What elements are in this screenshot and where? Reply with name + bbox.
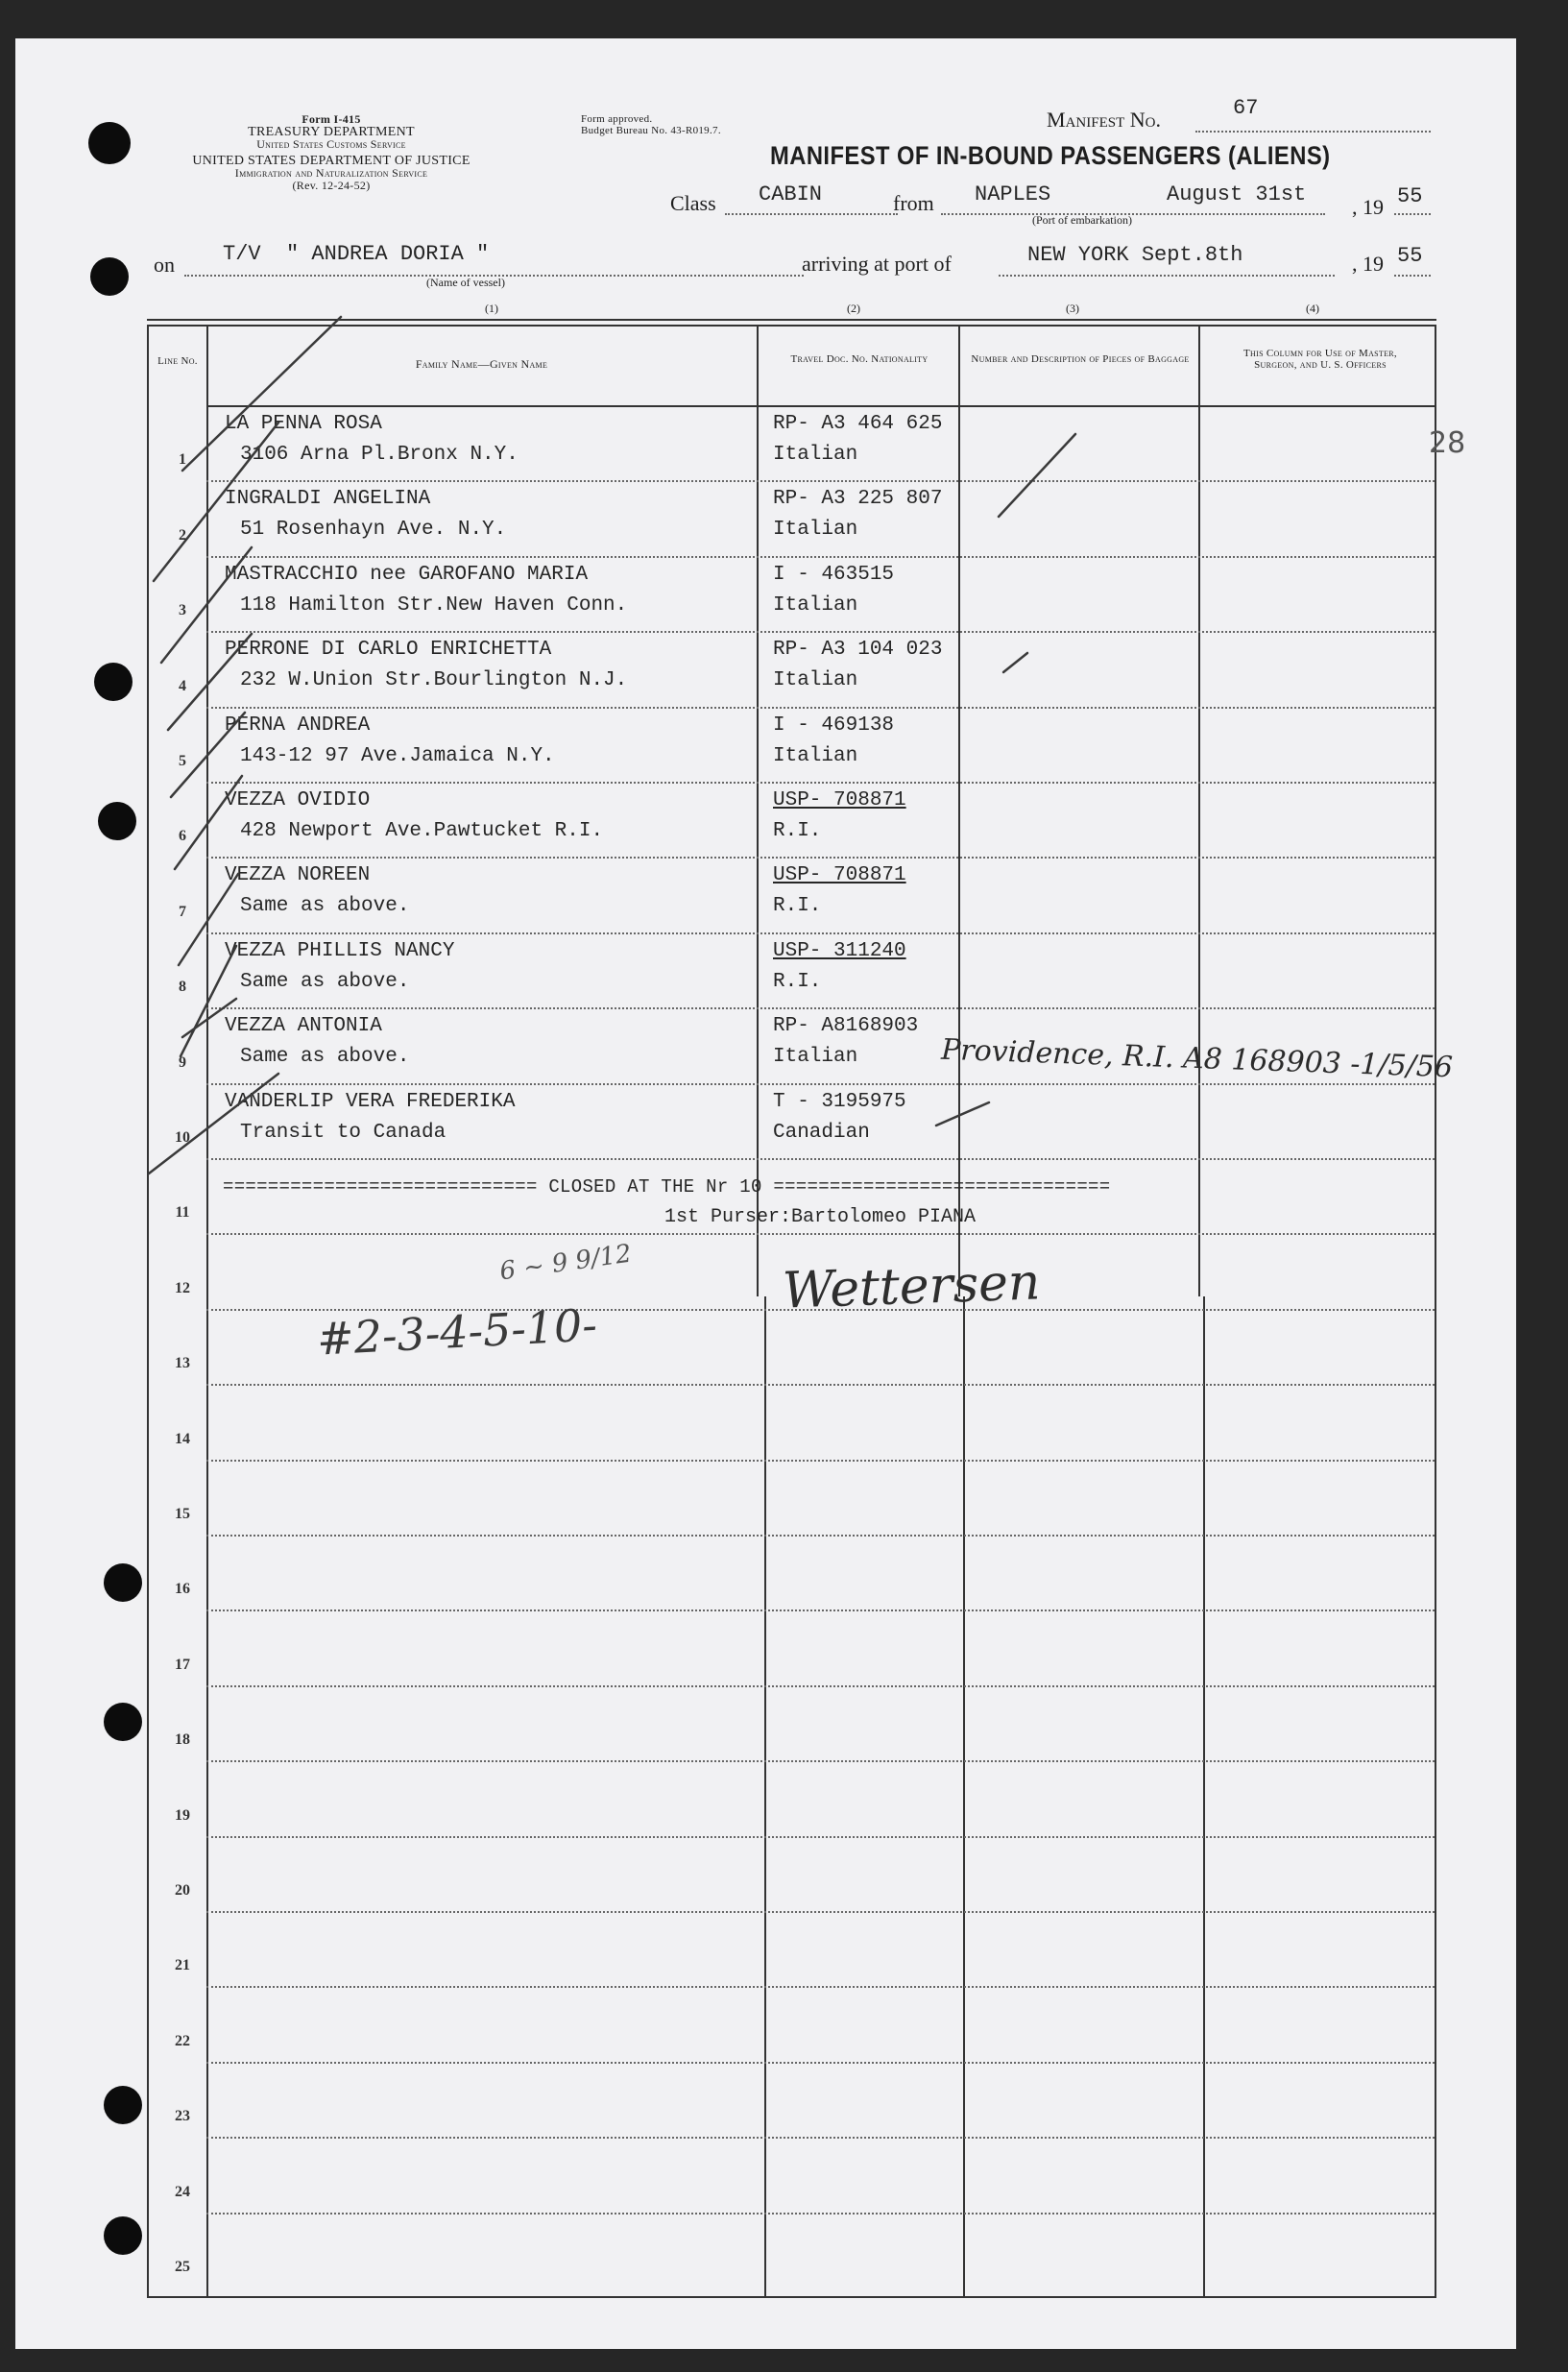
class-label: Class xyxy=(670,191,716,215)
colnum-1: (1) xyxy=(485,302,498,315)
travel-doc-number: I - 463515 xyxy=(773,564,895,586)
passenger-name: MASTRACCHIO nee GAROFANO MARIA xyxy=(225,564,589,586)
line-number: 18 xyxy=(175,1731,190,1748)
nationality: Italian xyxy=(773,444,858,466)
justice-dept: UNITED STATES DEPARTMENT OF JUSTICE xyxy=(192,154,470,168)
check-mark xyxy=(149,1074,278,1174)
check-mark xyxy=(182,999,236,1037)
budget-bureau: Budget Bureau No. 43-R019.7. xyxy=(581,125,721,136)
inspector-signature: Wettersen xyxy=(782,1253,1042,1320)
arriving-label: arriving at port of xyxy=(802,252,952,276)
year-value: 55 xyxy=(1397,184,1423,208)
check-mark xyxy=(182,317,341,471)
page-number-note: 28 xyxy=(1429,426,1466,460)
passenger-name: PERNA ANDREA xyxy=(225,714,371,737)
form-approved: Form approved. xyxy=(581,113,653,125)
check-mark xyxy=(161,547,252,663)
year-prefix: , 19 xyxy=(1352,195,1384,219)
check-mark xyxy=(154,423,278,581)
passenger-address: 428 Newport Ave.Pawtucket R.I. xyxy=(240,820,604,842)
closing-line: ============================ CLOSED AT THE Nr 10 ============================== xyxy=(223,1176,1111,1198)
line-number: 12 xyxy=(175,1280,190,1296)
travel-doc-number: RP- A8168903 xyxy=(773,1015,919,1037)
line-number: 17 xyxy=(175,1657,190,1673)
passenger-name: LA PENNA ROSA xyxy=(225,413,382,435)
colnum-4: (4) xyxy=(1306,302,1319,315)
line-number: 9 xyxy=(179,1054,186,1071)
arrival-port-date: NEW YORK Sept.8th xyxy=(1027,243,1243,267)
travel-doc-number: USP- 708871 xyxy=(773,864,906,886)
from-label: from xyxy=(893,191,934,215)
passenger-address: 232 W.Union Str.Bourlington N.J. xyxy=(240,669,628,691)
header-travel-doc: Travel Doc. No. Nationality xyxy=(790,353,929,365)
check-mark xyxy=(168,634,252,730)
passenger-name: PERRONE DI CARLO ENRICHETTA xyxy=(225,639,552,661)
line-number: 20 xyxy=(175,1882,190,1899)
passenger-address: Same as above. xyxy=(240,971,410,993)
nationality: Italian xyxy=(773,745,858,767)
passenger-address: 3106 Arna Pl.Bronx N.Y. xyxy=(240,444,519,466)
form-number: Form I-415 xyxy=(302,112,361,126)
nationality: R.I. xyxy=(773,895,822,917)
line-number: 6 xyxy=(179,828,186,844)
line-number: 1 xyxy=(179,451,186,468)
passenger-name: VEZZA OVIDIO xyxy=(225,789,371,811)
arrival-year-prefix: , 19 xyxy=(1352,252,1384,276)
line-number: 8 xyxy=(179,979,186,995)
line-number: 16 xyxy=(175,1581,190,1597)
check-mark xyxy=(181,946,236,1056)
check-mark xyxy=(175,776,242,869)
line-list-note: #2-3-4-5-10- xyxy=(315,1298,599,1366)
arrival-year: 55 xyxy=(1397,244,1423,268)
line-number: 19 xyxy=(175,1807,190,1824)
nationality: Italian xyxy=(773,594,858,617)
form-revision: (Rev. 12-24-52) xyxy=(292,179,371,192)
travel-doc-number: T - 3195975 xyxy=(773,1091,906,1113)
check-mark xyxy=(171,713,245,797)
nationality: Italian xyxy=(773,1046,858,1068)
purser-line: 1st Purser:Bartolomeo PIANA xyxy=(664,1206,977,1228)
line-number: 5 xyxy=(179,753,186,769)
page-title: MANIFEST OF IN-BOUND PASSENGERS (ALIENS) xyxy=(770,141,1331,170)
line-number: 3 xyxy=(179,602,186,618)
header-officers: This Column for Use of Master, Surgeon, and U. S. Officers xyxy=(1243,348,1397,371)
line-number: 7 xyxy=(179,904,186,920)
manifest-no-label: Manifest No. xyxy=(1047,108,1161,132)
passenger-address: 143-12 97 Ave.Jamaica N.Y. xyxy=(240,745,555,767)
passenger-name: VEZZA PHILLIS NANCY xyxy=(225,940,455,962)
treasury-dept: TREASURY DEPARTMENT xyxy=(248,125,415,139)
passenger-name: VEZZA ANTONIA xyxy=(225,1015,382,1037)
nationality: Italian xyxy=(773,669,858,691)
header-line-no: Line No. xyxy=(157,355,198,367)
vessel-name: T/V " ANDREA DORIA " xyxy=(223,242,490,266)
line-number: 15 xyxy=(175,1506,190,1522)
port-caption: (Port of embarkation) xyxy=(1032,213,1132,227)
check-mark xyxy=(179,874,238,965)
nationality: R.I. xyxy=(773,971,822,993)
passenger-address: 118 Hamilton Str.New Haven Conn. xyxy=(240,594,628,617)
check-mark xyxy=(999,434,1075,517)
nationality: R.I. xyxy=(773,820,822,842)
line-number: 10 xyxy=(175,1129,190,1146)
line-number: 24 xyxy=(175,2184,190,2200)
nationality: Canadian xyxy=(773,1122,870,1144)
line-number: 4 xyxy=(179,678,186,694)
line-number: 14 xyxy=(175,1431,190,1447)
superscript-note: 6 ~ 9 9/12 xyxy=(497,1239,634,1287)
colnum-2: (2) xyxy=(847,302,860,315)
from-value: NAPLES xyxy=(975,182,1051,206)
on-label: on xyxy=(154,253,175,277)
colnum-3: (3) xyxy=(1066,302,1079,315)
nationality: Italian xyxy=(773,519,858,541)
line-number: 25 xyxy=(175,2259,190,2275)
passenger-address: Same as above. xyxy=(240,895,410,917)
check-mark xyxy=(1003,653,1027,672)
passenger-name: VEZZA NOREEN xyxy=(225,864,371,886)
passenger-name: INGRALDI ANGELINA xyxy=(225,488,431,510)
passenger-address: 51 Rosenhayn Ave. N.Y. xyxy=(240,519,507,541)
travel-doc-number: USP- 311240 xyxy=(773,940,906,962)
line-number: 13 xyxy=(175,1355,190,1371)
line-number: 23 xyxy=(175,2108,190,2124)
passenger-name: VANDERLIP VERA FREDERIKA xyxy=(225,1091,516,1113)
embark-date: August 31st xyxy=(1167,182,1307,206)
customs-service: United States Customs Service xyxy=(256,137,406,151)
header-baggage: Number and Description of Pieces of Baggage xyxy=(971,353,1190,365)
header-name: Family Name—Given Name xyxy=(415,357,548,371)
line-number: 21 xyxy=(175,1957,190,1973)
line-number: 22 xyxy=(175,2033,190,2049)
travel-doc-number: I - 469138 xyxy=(773,714,895,737)
check-mark xyxy=(936,1102,989,1125)
class-value: CABIN xyxy=(759,182,823,206)
ins-service: Immigration and Naturalization Service xyxy=(234,166,428,180)
line-number: 11 xyxy=(175,1204,190,1221)
passenger-address: Same as above. xyxy=(240,1046,410,1068)
travel-doc-number: RP- A3 464 625 xyxy=(773,413,943,435)
passenger-address: Transit to Canada xyxy=(240,1122,446,1144)
travel-doc-number: USP- 708871 xyxy=(773,789,906,811)
vessel-caption: (Name of vessel) xyxy=(426,276,505,289)
travel-doc-number: RP- A3 225 807 xyxy=(773,488,943,510)
manifest-number: 67 xyxy=(1233,96,1259,120)
travel-doc-number: RP- A3 104 023 xyxy=(773,639,943,661)
line-number: 2 xyxy=(179,527,186,544)
providence-note: Providence, R.I. A8 168903 -1/5/56 xyxy=(940,1032,1454,1085)
